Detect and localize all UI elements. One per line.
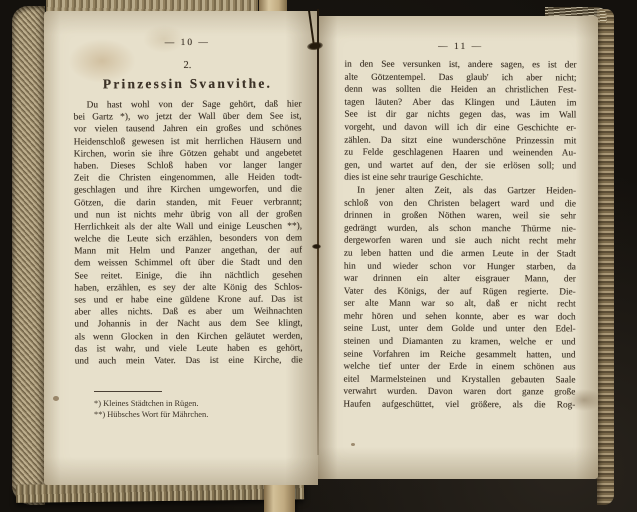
text-line: Herrlichkeit als der alte Wall und einige Leuschen **), <box>74 221 303 233</box>
text-line: Heidenschloß gewesen ist mit herrlichen Häusern und <box>73 136 302 148</box>
text-line: haben. Dieses Schloß haben vor langer langer <box>73 160 302 172</box>
text-line: und Johannis in der Nacht aus dem See klingt, <box>74 318 303 330</box>
text-line: denn was sollten die Heiden an christlichen Fest- <box>344 84 577 96</box>
text-line: aber alles nichts. Daß es aber um Weihnachten <box>74 306 303 318</box>
text-line: zu leben hatten und die armen Leute in der Stadt <box>343 248 576 260</box>
chapter-number: 2. <box>183 59 192 72</box>
text-line: Vater des Königs, der auf Rügen regierte. Die- <box>343 286 576 298</box>
text-line: schloß von den Christen belagert ward und die <box>344 198 577 209</box>
text-line: mehr hören und sehen konnte, aber es war doch <box>343 311 576 323</box>
text-line: haben, erzählen, es sey der alte König des Schlos- <box>74 282 303 294</box>
left-page-body <box>74 99 303 368</box>
text-line: in den See versunken ist, andere sagen, es ist der <box>344 59 577 71</box>
footnote-block <box>94 391 294 420</box>
right-page-text <box>343 42 576 412</box>
fox-spot <box>53 396 59 401</box>
text-line: Götzen, die darin standen, mit Feuer verbrannt; <box>73 197 303 208</box>
text-line: ses und er habe eine güldene Krone auf. Das ist <box>74 294 303 306</box>
right-page-body <box>343 59 576 412</box>
page-number-left: — 10 — <box>164 37 210 49</box>
footnote-divider <box>94 391 162 392</box>
ink-blot-gutter-middle <box>312 244 321 249</box>
text-line: vor vielen tausend Jahren ein großes und schönes <box>73 123 302 135</box>
text-line: bei Gartz *), wo jetzt der Wall über dem See ist, <box>73 111 302 123</box>
text-line: zählen. Da sitzt eine wunderschöne Prinzessin mit <box>344 135 577 146</box>
text-line: tagen läuten? Aber das Klingen und Läuten im <box>344 97 577 109</box>
text-line: ser alte Mann war so alt, daß er nicht recht <box>343 298 576 310</box>
text-line: In jener alten Zeit, als das Gartzer Heiden- <box>357 185 577 197</box>
footnote: *) Kleines Städtchen in Rügen. <box>94 399 199 409</box>
text-line: welche die Leute sich erzählen, besonders von dem <box>74 233 303 245</box>
text-line: drinnen in großen Nöthen waren, weil sie sehr <box>344 210 577 222</box>
text-line: und auch mein Vater. Das ist eine Kirche, die <box>74 355 303 367</box>
text-line: seine Vorfahren im Reiche gesammelt hatten, und <box>343 349 576 361</box>
text-line: seine Lust, unter dem Golde und unter den Edel- <box>343 324 576 335</box>
text-line: See ist dir gar nichts gegen das, was im Wall <box>344 109 577 121</box>
text-line: Haufen aufgeschüttet, viel größere, als die Rog- <box>343 399 576 411</box>
fox-spot <box>351 443 355 446</box>
text-line: steinen und Diamanten zu kramen, welche er und <box>343 336 576 348</box>
text-line: das ist wahr, und viele Leute haben es gehört, <box>74 343 303 355</box>
text-line: gedrängt wurden, als schon manche Thürme nie- <box>343 223 577 235</box>
footnote-list <box>94 398 294 420</box>
text-line: See reitet. Einige, die ihn nächtlich gesehen <box>74 270 303 282</box>
text-line: und nun ist nichts mehr übrig von all der großen <box>74 209 303 221</box>
text-line: vorgeht, und davon will ich dir eine Geschichte er- <box>344 122 577 134</box>
text-line: gen, und wartet auf den, der sie erlösen soll; und <box>344 160 577 172</box>
text-line: Kirchen, worin sie ihre Götzen gehabt und angebetet <box>73 148 302 160</box>
page-number-right: — 11 — <box>438 41 484 53</box>
text-line: hin und wieder schon vor Hunger starben, da <box>343 261 576 272</box>
text-line: Zeit die Christen eingenommen, alle Heiden todt- <box>73 172 302 184</box>
text-line: war drinnen ein alter eisgrauer Mann, der <box>343 273 576 285</box>
text-line: dies ist eine sehr traurige Geschichte. <box>344 172 484 184</box>
text-line: eitel Marmelsteinen und Krystallen gebauten Saale <box>343 374 576 386</box>
text-line: alte Götzentempel. Das glaub' ich aber nicht; <box>344 72 577 83</box>
text-line: Du hast wohl von der Sage gehört, daß hier <box>86 99 302 111</box>
story-title: Prinzessin Svanvithe. <box>102 75 273 92</box>
text-line: dergeworfen waren und sie auch nicht recht mehr <box>343 235 576 247</box>
text-line: verwahrt wurden. Davon waren dort ganze große <box>343 387 576 398</box>
text-line: Mann mit Helm und Panzer angethan, der auf <box>74 245 303 257</box>
right-page-edges <box>597 9 614 505</box>
text-line: als wenn Glocken in den Kirchen geläutet werden, <box>74 331 303 343</box>
text-line: zu Felde geschlagenen Haaren und weinenden Au- <box>344 147 577 159</box>
text-line: dem weissen Schimmel oft über die Stadt und den <box>74 257 303 269</box>
text-line: geschlagen und ihre Kirchen umgeworfen, und die <box>73 184 302 196</box>
footnote: **) Hübsches Wort für Mährchen. <box>94 410 209 420</box>
left-page-edges <box>12 6 45 505</box>
left-page-text <box>73 38 302 368</box>
gutter-shadow <box>317 9 319 455</box>
text-line: welche tief unter der Erde in einem schönen aus <box>343 361 576 373</box>
